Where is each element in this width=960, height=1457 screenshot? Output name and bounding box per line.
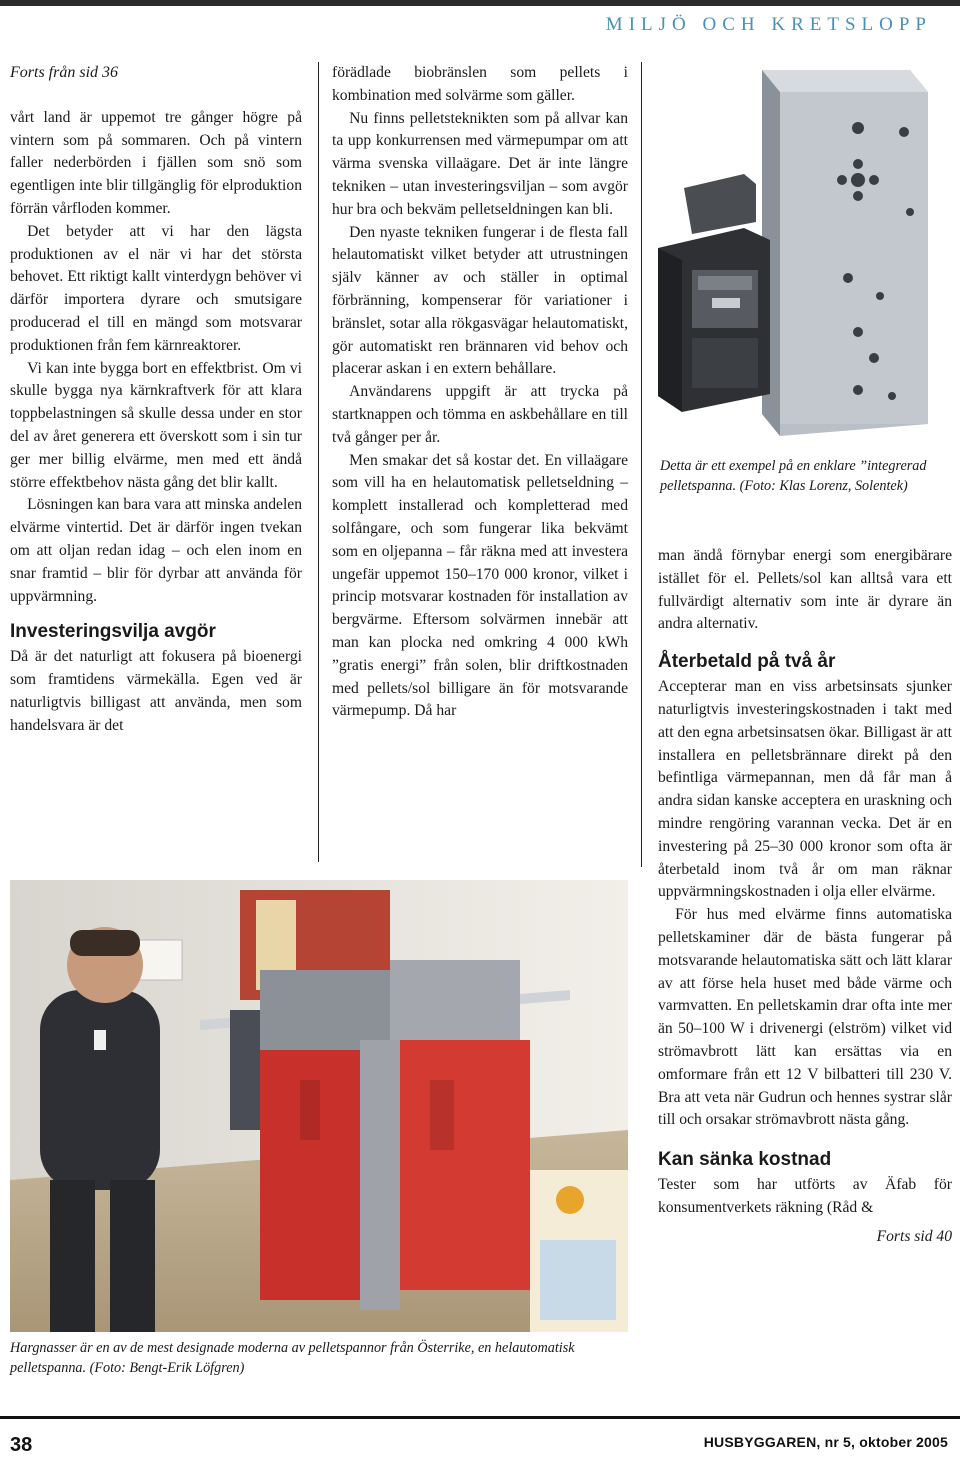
bottom-rule: [0, 1416, 960, 1419]
col1-paragraph-1: vårt land är uppemot tre gånger högre på vintern som på sommaren. Och på vintern faller nederbörden i fjällen som snö som egentligen inte blir tillgänglig för elproduktion förrän vårfloden kommer.: [10, 108, 302, 217]
heading-aterbetald: Återbetald på två år: [658, 651, 836, 673]
col2-paragraph-5: Men smakar det så kostar det. En villaägare som vill ha en helautomatisk pelletseldning – komplett installerad och kompletterad med solfångare, och som fungerar lika bekvämt som en oljepanna – får räkna med att investera ungefär uppemot 150–170 000 kronor, vilket i princip motsvarar kostnaden för installation av bergvärme. Eftersom solvärmen innebär att man kan plocka ned omkring 4 000 kWh ”gratis energi” från solen, blir driftkostnaden med pellets/sol billigare än för motsvarande värmepump. Då har: [332, 451, 628, 720]
col1-paragraph-2: Det betyder att vi har den lägsta produktionen av el när vi har det största behovet. Ett riktigt kallt vinterdygn behöver vi därför importera dyrare och smutsigare producerad el till en mängd som motsvarar produktionen från fem kärnreaktorer.: [10, 222, 302, 354]
page-number: 38: [10, 1434, 33, 1456]
col3-paragraph-4: Tester som har utförts av Äfab för konsumentverkets räkning (Råd &: [658, 1176, 952, 1216]
col1-paragraph-4: Lösningen kan bara vara att minska andelen elvärme vintertid. Det är därför ingen tvekan om att oljan redan idag – och elen inom en snar framtid – blir för dyrbar att använda för uppvärmning.: [10, 496, 302, 605]
col2-paragraph-2: Nu finns pelletsteknikten som på allvar kan ta upp konkurrensen med värmepumpar om att värma svenska villaägare. Det är inte längre tekniken – utan investeringsviljan – som avgör hur bra och bekväm pelletseldningen kan bli.: [332, 109, 628, 218]
column-divider-1: [318, 62, 319, 862]
continued-to-note: Forts sid 40: [876, 1227, 952, 1245]
heading-investeringsvilja: Investeringsvilja avgör: [10, 621, 216, 643]
exhibition-photo-caption: Hargnasser är en av de mest designade moderna av pelletspannor från Österrike, en helautomatisk pelletspanna. (Foto: Bengt-Erik Löfgren): [10, 1340, 575, 1376]
magazine-issue: HUSBYGGAREN, nr 5, oktober 2005: [703, 1434, 948, 1450]
top-rule: [0, 0, 960, 6]
exhibition-photo: [10, 880, 628, 1332]
pellet-boiler-photo: [652, 62, 952, 450]
col3-paragraph-2: Accepterar man en viss arbetsinsats sjunker naturligtvis investeringskostnaden i takt med att den egna arbetsinsatsen ökar. Billigast är att installera en pelletsbrännare direkt på den befintliga värmepannan, men då får man å andra sidan kanske acceptera en uraskning och mindre rengöring varannan vecka. Det är en investering på 25–30 000 kronor som ofta är återbetald inom två år om man räknar uppvärmningskostnaden i olja eller elvärme.: [658, 678, 952, 901]
col2-paragraph-3: Den nyaste tekniken fungerar i de flesta fall helautomatiskt vilket betyder att utrustningen själv känner av och ställer in optimal förbränning, kompenserar för variationer i bränslet, sotar alla rökgasvägar helautomatiskt, gör automatiskt ren brännaren vid behov och placerar askan i en extern behållare.: [332, 223, 628, 378]
section-title: MILJÖ OCH KRETSLOPP: [605, 14, 932, 35]
col1-paragraph-5: Då är det naturligt att fokusera på bioenergi som framtidens värmekälla. Egen ved är naturligtvis billigast att använda, men som handelsvara är det: [10, 648, 302, 734]
boiler-photo-caption: Detta är ett exempel på en enklare ”integrerad pelletspanna. (Foto: Klas Lorenz, Solentek): [660, 458, 927, 494]
column-1: [10, 62, 302, 738]
column-divider-2: [641, 62, 642, 867]
continued-from-note: Forts från sid 36: [10, 64, 119, 81]
col2-paragraph-4: Användarens uppgift är att trycka på startknappen och tömma en askbehållare en till två gånger per år.: [332, 383, 628, 446]
heading-kan-sanka-kostnad: Kan sänka kostnad: [658, 1149, 832, 1171]
col3-paragraph-1: man ändå förnybar energi som energibärare istället för el. Pellets/sol kan alltså vara ett fullvärdigt alternativ som inte är dyrare än andra alternativ.: [658, 547, 952, 633]
column-3: [658, 545, 952, 1249]
col3-paragraph-3: För hus med elvärme finns automatiska pelletskaminer där de bästa fungerar på motsvarande helautomatiska sätt och lätt klarar av att förse hela huset med både värme och varmvatten. En pelletskamin drar ofta inte mer än 50–100 W i drivenergi (elström) vilket vid strömavbrott lätt kan ersättas via en omformare från ett 12 V bilbatteri till 230 V. Bra att veta när Gudrun och hennes systrar slår till och orsakar strömavbrott nästa gång.: [658, 906, 953, 1129]
col1-paragraph-3: Vi kan inte bygga bort en effektbrist. Om vi skulle bygga nya kärnkraftverk för att klara toppbelastningen så skulle dessa under en stor del av året generera ett överskott som i sin tur ger mer billig elvärme, men med ett ändå större effektbehov nästa gång det blir kallt.: [10, 359, 302, 491]
column-2: [332, 62, 628, 723]
col2-paragraph-1: förädlade biobränslen som pellets i kombination med solvärme som gäller.: [332, 64, 628, 104]
